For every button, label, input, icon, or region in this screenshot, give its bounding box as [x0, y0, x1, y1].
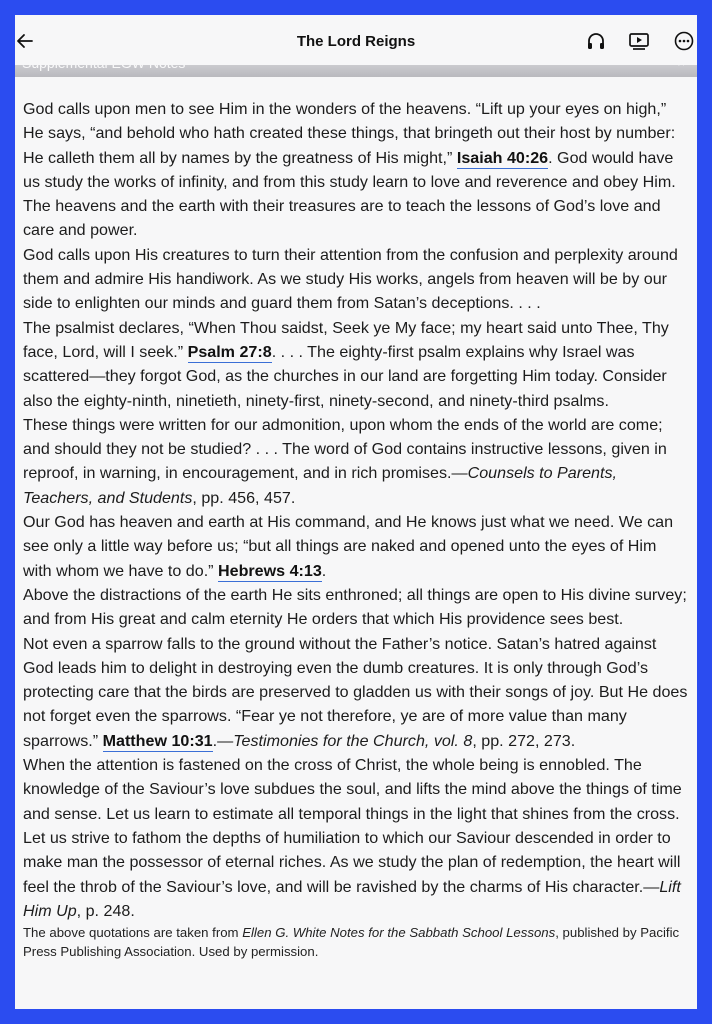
headphones-icon[interactable] — [585, 30, 607, 52]
paragraph-text: God calls upon men to see Him in the wonders of the heavens. “Lift up your eyes on high,” He says, “and behold who hath created these things, that bringeth out their host by number: He calleth them all by names by the greatness of His might,” — [23, 100, 676, 167]
source-note — [23, 923, 689, 961]
scripture-link[interactable]: Isaiah 40:26 — [456, 148, 549, 167]
scripture-link[interactable]: Psalm 27:8 — [187, 342, 272, 361]
citation-title: Counsels to Parents, Teachers, and Students — [23, 464, 617, 507]
paragraph-text: These things were written for our admonition, upon whom the ends of the world are come; and should they not be studied? . . . The word of God contains instructive lessons, given in reproof, in warning, in encouragement, and in rich promises.— — [23, 415, 667, 483]
paragraph-text: . . . . The eighty-first psalm explains why Israel was scattered—they forgot God, as the churches in our land are forgetting Him today. Consider also the eighty-ninth, ninetieth, ninety-first, ninety-second, and ninety-third psalms. — [23, 342, 667, 410]
more-options-icon[interactable] — [673, 30, 695, 52]
paragraph — [23, 632, 689, 753]
paragraph — [23, 316, 689, 413]
source-note-text: , published by Pacific Press Publishing Association. Used by permission. — [23, 925, 680, 960]
play-video-icon[interactable] — [628, 30, 650, 52]
paragraph-text: , pp. 456, 457. — [192, 488, 296, 507]
paragraph-text: , pp. 272, 273. — [472, 731, 576, 750]
paragraph — [23, 510, 689, 583]
scripture-link[interactable]: Matthew 10:31 — [102, 731, 213, 750]
source-note-text: The above quotations are taken from — [23, 925, 243, 941]
app-window — [15, 15, 697, 1009]
paragraph — [23, 97, 689, 243]
article-body — [23, 97, 689, 961]
paragraph-text: .— — [212, 731, 234, 750]
top-bar — [15, 15, 697, 65]
citation-title: Testimonies for the Church, vol. 8 — [233, 731, 473, 750]
paragraph-text: Not even a sparrow falls to the ground without the Father’s notice. Satan’s hatred against God leads him to delight in destroying even the dumb creatures. It is only through God’s protecting care that the birds are preserved to gladden us with their songs of joy. But He does not forget even the sparrows. “Fear ye not therefore, ye are of more value than many sparrows.” — [23, 634, 688, 750]
paragraph-text: Our God has heaven and earth at His command, and He knows just what we need. We can see only a little way before us; “but all things are naked and opened unto the eyes of Him with whom we have to do.” — [23, 513, 674, 580]
scripture-link[interactable]: Hebrews 4:13 — [218, 561, 322, 580]
paragraph: God calls upon His creatures to turn their attention from the confusion and perplexity around them and admire His handiwork. As we study His works, angels from heaven will be by our side to enlighten our minds and guard them from Satan’s deceptions. . . . — [23, 245, 678, 313]
paragraph-text: The psalmist declares, “When Thou saidst, Seek ye My face; my heart said unto Thee, Thy face, Lord, will I seek.” — [23, 318, 669, 361]
paragraph-text: . God would have us study the works of infinity, and from this study learn to love and reverence and obey Him. The heavens and the earth with their treasures are to teach the lessons of God’s love and care and power. — [23, 148, 676, 240]
paragraph-text: . — [321, 561, 327, 580]
citation-title: Lift Him Up — [23, 877, 681, 920]
paragraph: Above the distractions of the earth He sits enthroned; all things are open to His divine survey; and from His great and calm eternity He orders that which His providence sees best. — [23, 585, 687, 629]
citation-title: Ellen G. White Notes for the Sabbath School Lessons — [242, 925, 556, 941]
page-title: The Lord Reigns — [296, 33, 416, 50]
paragraph-text: , p. 248. — [76, 901, 135, 920]
paragraph — [23, 753, 689, 923]
paragraph — [23, 413, 689, 510]
paragraph-text: When the attention is fastened on the cross of Christ, the whole being is ennobled. The knowledge of the Saviour’s love subdues the soul, and lifts the mind above the things of time and sense. Let us learn to estimate all temporal things in the light that shines from the cross. Let us strive to fathom the depths of humiliation to which our Saviour descended in order to make man the possessor of eternal riches. As we study the plan of redemption, the heart will feel the throb of the Saviour’s love, and will be ravished by the charms of His character.— — [23, 756, 682, 896]
